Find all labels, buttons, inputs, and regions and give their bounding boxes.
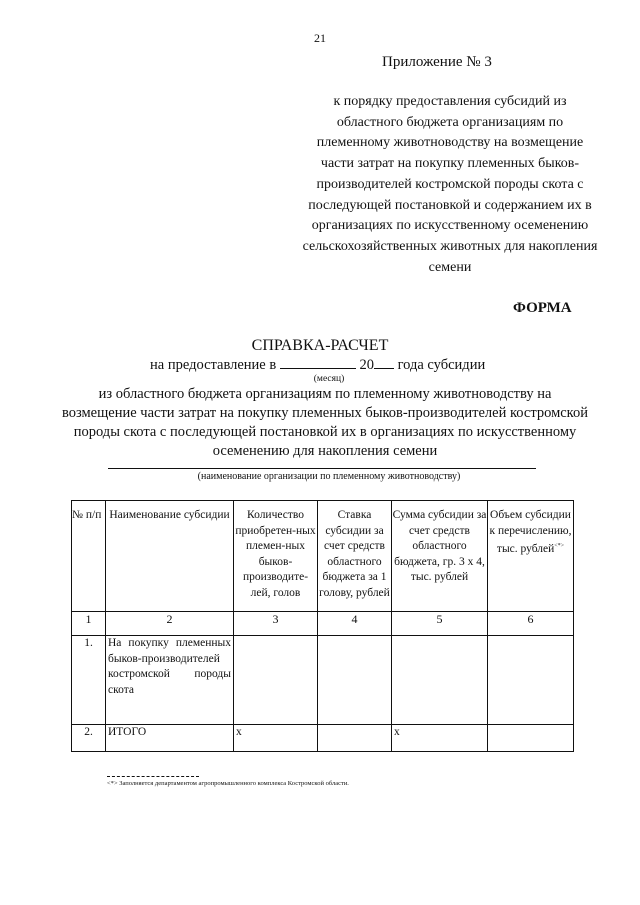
subtitle-year-prefix: 20 [359,357,374,373]
row-subsidy-name: ИТОГО [106,725,234,752]
month-blank [280,356,356,369]
page-number: 21 [314,31,326,45]
appendix-title: Приложение № 3 [382,54,492,70]
table-row-total [72,725,574,752]
row-number: 2. [72,725,106,752]
subsidy-table [71,500,574,752]
row-volume [488,636,574,725]
header-footnote-mark: <*> [554,543,565,549]
column-number: 6 [488,612,574,636]
footnote-separator [107,776,199,777]
form-label: ФОРМА [513,300,572,316]
header-subsidy-name: Наименование субсидии [106,501,234,612]
row-volume [488,725,574,752]
row-number: 1. [72,636,106,725]
year-blank [374,356,394,369]
table-row [72,636,574,725]
footnote: <*> Заполняется департаментом агропромышленного комплекса Костромской области. [107,780,349,787]
row-sum [392,636,488,725]
row-sum: х [392,725,488,752]
header-quantity: Количество приобретен-ных племен-ных быков-производите-лей, голов [234,501,318,612]
column-number: 5 [392,612,488,636]
column-number: 3 [234,612,318,636]
column-number-row [72,612,574,636]
column-number: 1 [72,612,106,636]
column-number: 2 [106,612,234,636]
column-number: 4 [318,612,392,636]
header-volume-cell [488,501,574,612]
document-subtitle [150,356,485,374]
header-number: № п/п [72,501,106,612]
subtitle-prefix: на предоставление в [150,357,277,373]
month-caption: (месяц) [313,374,345,384]
header-volume: Объем субсидии к перечислению, тыс. рублей [489,509,572,555]
row-subsidy-name: На покупку племенных быков-производителей костромской породы скота [106,636,234,725]
row-quantity: х [234,725,318,752]
header-rate: Ставка субсидии за счет средств областного бюджета за 1 голову, рублей [318,501,392,612]
header-sum: Сумма субсидии за счет средств областного бюджета, гр. 3 х 4, тыс. рублей [392,501,488,612]
appendix-text: к порядку предоставления субсидий из областного бюджета организациям по племенному животноводству на возмещение части затрат на покупку племенных быков-производителей костромской породы скота с последующей постановкой и содержанием их в организациях по искусственному осеменению сельскохозяйственных животных для накопления семени [302,94,598,275]
row-rate [318,725,392,752]
row-quantity [234,636,318,725]
organization-caption: (наименование организации по племенному животноводству) [197,471,461,482]
document-title: СПРАВКА-РАСЧЕТ [251,337,389,354]
purpose-text: из областного бюджета организациям по племенному животноводству на возмещение части затрат на покупку племенных быков-производителей костромской породы скота с последующей постановкой их в организациях по искусственному осеменению для накопления семени [61,386,588,459]
table-header-row [72,501,574,612]
row-rate [318,636,392,725]
subtitle-suffix: года субсидии [397,357,486,373]
organization-name-line [108,468,536,469]
